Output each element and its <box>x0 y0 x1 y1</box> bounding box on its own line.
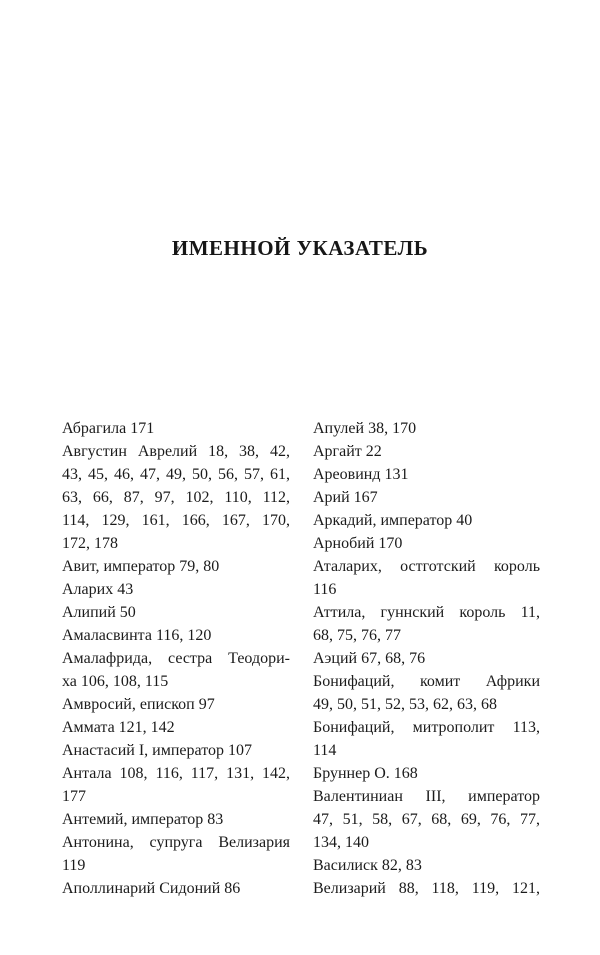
index-line: Аргайт 22 <box>313 443 382 460</box>
index-line: Авит, император 79, 80 <box>62 558 220 575</box>
index-line: Аполлинарий Сидоний 86 <box>62 880 241 897</box>
index-line: Амаласвинта 116, 120 <box>62 627 212 644</box>
index-line: Аталарих, остготский король <box>313 558 540 575</box>
index-line: Аммата 121, 142 <box>62 719 175 736</box>
index-line: Валентиниан III, император <box>313 788 540 805</box>
index-line: Велизарий 88, 118, 119, 121, <box>313 880 540 897</box>
index-line: Антемий, император 83 <box>62 811 224 828</box>
index-line: Аттила, гуннский король 11, <box>313 604 540 621</box>
index-line: Бонифаций, митрополит 113, <box>313 719 540 736</box>
index-line: Алипий 50 <box>62 604 136 621</box>
index-column-left <box>62 417 290 900</box>
index-line: Бонифаций, комит Африки <box>313 673 540 690</box>
index-line: 114 <box>313 742 337 759</box>
index-line: Ареовинд 131 <box>313 466 409 483</box>
index-column-right <box>313 417 540 900</box>
index-line: Амвросий, епископ 97 <box>62 696 215 713</box>
page-title: ИМЕННОЙ УКАЗАТЕЛЬ <box>171 236 429 260</box>
index-line: Бруннер О. 168 <box>313 765 418 782</box>
index-line: Василиск 82, 83 <box>313 857 422 874</box>
index-columns <box>62 417 540 900</box>
index-line: Аркадий, император 40 <box>313 512 473 529</box>
index-line: Арнобий 170 <box>313 535 403 552</box>
index-line: 116 <box>313 581 337 598</box>
index-line: 177 <box>62 788 86 805</box>
index-line: 43, 45, 46, 47, 49, 50, 56, 57, 61, <box>62 466 290 483</box>
index-line: 68, 75, 76, 77 <box>313 627 401 644</box>
index-line: Арий 167 <box>313 489 378 506</box>
index-line: Августин Аврелий 18, 38, 42, <box>62 443 290 460</box>
index-line: ха 106, 108, 115 <box>62 673 169 690</box>
index-line: Аларих 43 <box>62 581 134 598</box>
index-line: Апулей 38, 170 <box>313 420 417 437</box>
index-line: Антала 108, 116, 117, 131, 142, <box>62 765 290 782</box>
index-line: 47, 51, 58, 67, 68, 69, 76, 77, <box>313 811 540 828</box>
index-line: 134, 140 <box>313 834 369 851</box>
index-line: Аэций 67, 68, 76 <box>313 650 426 667</box>
index-line: 63, 66, 87, 97, 102, 110, 112, <box>62 489 290 506</box>
index-line: 172, 178 <box>62 535 118 552</box>
index-line: Антонина, супруга Велизария <box>62 834 290 851</box>
index-line: 119 <box>62 857 86 874</box>
index-line: Амалафрида, сестра Теодори- <box>62 650 290 667</box>
index-line: Анастасий I, император 107 <box>62 742 252 759</box>
index-line: 114, 129, 161, 166, 167, 170, <box>62 512 290 529</box>
index-line: Абрагила 171 <box>62 420 155 437</box>
index-line: 49, 50, 51, 52, 53, 62, 63, 68 <box>313 696 497 713</box>
